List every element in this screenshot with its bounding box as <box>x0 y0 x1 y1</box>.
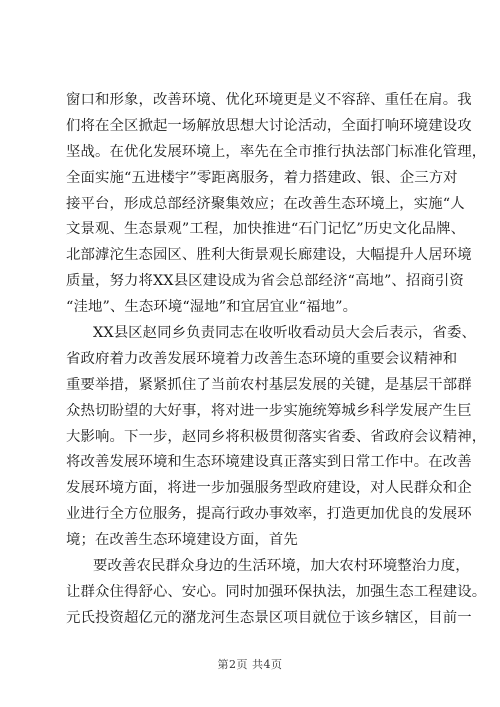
text-line: 们将在全区掀起一场解放思想大讨论活动，全面打响环境建设攻 <box>66 117 472 134</box>
text-line: 省政府着力改善发展环境着力改善生态环境的重要会议精神和 <box>66 350 458 367</box>
text-line: 质量，努力将XX县区建设成为省会总部经济“高地”、招商引资 <box>66 273 464 290</box>
text-line: 发展环境方面，将进一步加强服务型政府建设，对人民群众和企 <box>66 480 472 497</box>
text-line: 全面实施“五进楼宇”零距离服务，着力搭建政、银、企三方对 <box>66 169 458 186</box>
text-line: 将改善发展环境和生态环境建设真正落实到日常工作中。在改善 <box>66 454 472 471</box>
text-line: 重要举措，紧紧抓住了当前农村基层发展的关键，是基层干部群 <box>66 376 472 393</box>
text-line: 让群众住得舒心、安心。同时加强环保执法，加强生态工程建设。 <box>66 583 487 600</box>
text-line: “洼地”、生态环境“湿地”和宜居宜业“福地”。 <box>66 299 358 316</box>
text-line: 文景观、生态景观”工程，加快推进“石门记忆”历史文化品牌、 <box>66 221 466 238</box>
text-line: 业进行全方位服务，提高行政办事效率，打造更加优良的发展环 <box>66 506 472 523</box>
paragraph-start-line: XX县区赵同乡负责同志在收听收看动员大会后表示，省委、 <box>93 325 476 342</box>
text-line: 北部滹沱生态园区、胜利大街景观长廊建设，大幅提升人居环境 <box>66 247 472 264</box>
text-line: 众热切盼望的大好事，将对进一步实施统筹城乡科学发展产生巨 <box>66 402 472 419</box>
text-line: 境；在改善生态环境建设方面，首先 <box>66 532 298 549</box>
body-text <box>66 88 487 632</box>
text-line: 元氏投资超亿元的潴龙河生态景区项目就位于该乡辖区，目前一 <box>66 609 472 626</box>
text-line: 窗口和形象，改善环境、优化环境更是义不容辞、重任在肩。我 <box>66 92 472 108</box>
text-line: 大影响。下一步，赵同乡将积极贯彻落实省委、省政府会议精神， <box>66 428 487 445</box>
page-number-footer: 第2页 共4页 <box>217 658 283 671</box>
text-line: 坚战。在优化发展环境上，率先在全市推行执法部门标准化管理， <box>66 143 487 160</box>
paragraph-start-line: 要改善农民群众身边的生活环境，加大农村环境整治力度， <box>93 558 470 575</box>
text-line: 接平台，形成总部经济聚集效应；在改善生态环境上，实施“人 <box>66 195 465 212</box>
